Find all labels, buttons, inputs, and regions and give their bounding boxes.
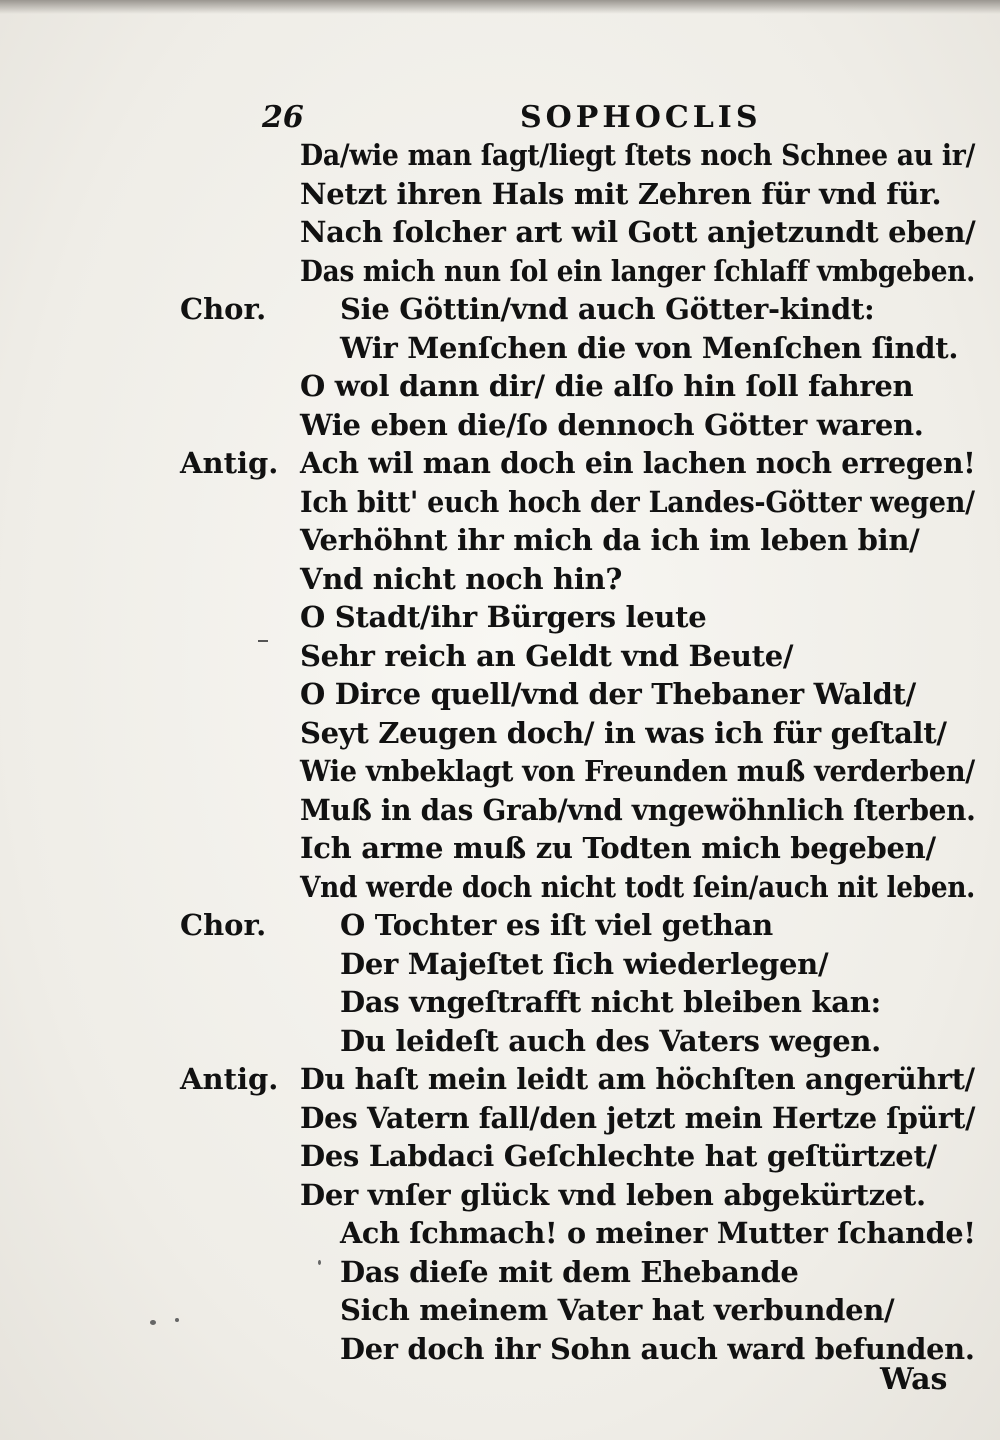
verse-line — [0, 292, 1000, 330]
verse-line — [0, 138, 1000, 176]
verse-line — [0, 793, 1000, 831]
verse-line — [0, 947, 1000, 985]
verse-line-text: Ich arme muß zu Todten mich begeben/ — [300, 831, 936, 865]
verse-line — [0, 1178, 1000, 1216]
catchword: Was — [880, 1362, 948, 1397]
speaker-label: Chor. — [180, 908, 267, 942]
verse-line — [0, 1062, 1000, 1100]
verse-line — [0, 331, 1000, 369]
verse-line-text: Seyt Zeugen doch/ in was ich für geſtalt/ — [300, 715, 947, 750]
verse-line-text: Vnd nicht noch hin? — [300, 561, 623, 596]
verse-line — [0, 600, 1000, 638]
verse-line-text: Das mich nun ſol ein langer ſchlaff vmbgeben. — [300, 253, 976, 288]
margin-dash — [258, 640, 268, 642]
verse-line-text: Der Majeſtet ſich wiederlegen/ — [340, 946, 829, 981]
verse-line-text: Ach wil man doch ein lachen noch erregen! — [300, 446, 976, 480]
verse-line — [0, 908, 1000, 946]
verse-line — [0, 177, 1000, 215]
verse-line — [0, 1024, 1000, 1062]
ink-speck — [175, 1318, 179, 1322]
verse-line — [0, 254, 1000, 292]
speaker-label: Chor. — [180, 292, 267, 326]
verse-line-text: Des Vatern fall/den jetzt mein Hertze ſpürt/ — [300, 1100, 976, 1135]
ink-speck — [318, 1260, 321, 1265]
verse-line-text: Sehr reich an Geldt vnd Beute/ — [300, 638, 794, 673]
verse-line — [0, 523, 1000, 561]
verse-line — [0, 985, 1000, 1023]
verse-line-text: Sie Göttin/vnd auch Götter-kindt: — [340, 292, 875, 326]
verse-line — [0, 870, 1000, 908]
verse-line-text: Wir Menſchen die von Menſchen ſindt. — [340, 330, 959, 365]
verse-line-text: O Dirce quell/vnd der Thebaner Waldt/ — [300, 677, 916, 711]
verse-line — [0, 677, 1000, 715]
verse-line-text: Da/wie man ſagt/liegt ſtets noch Schnee au ir/ — [300, 138, 976, 172]
verse-line-text: Nach ſolcher art wil Gott anjetzundt eben/ — [300, 215, 976, 249]
verse-line-text: Das dieſe mit dem Ehebande — [340, 1254, 799, 1289]
verse-line-text: Ach ſchmach! o meiner Mutter ſchande! — [340, 1216, 976, 1250]
verse-line — [0, 1255, 1000, 1293]
speaker-label: Antig. — [180, 446, 279, 480]
verse-line — [0, 408, 1000, 446]
verse-line — [0, 562, 1000, 600]
page-number: 26 — [262, 100, 304, 135]
running-title: SOPHOCLIS — [520, 100, 762, 135]
verse-line-text: Netzt ihren Hals mit Zehren für vnd für. — [300, 176, 942, 211]
verse-line-text: Vnd werde doch nicht todt ſein/auch nit leben. — [300, 869, 976, 904]
verse-line-text: O Stadt/ihr Bürgers leute — [300, 600, 707, 634]
verse-line-text: Verhöhnt ihr mich da ich im leben bin/ — [300, 523, 920, 557]
verse-line — [0, 754, 1000, 792]
verse-line-text: Das vngeſtrafft nicht bleiben kan: — [340, 985, 881, 1019]
verse-line — [0, 446, 1000, 484]
verse-line — [0, 831, 1000, 869]
verse-line — [0, 215, 1000, 253]
verse-line-text: Du haſt mein leidt am höchſten angerührt/ — [300, 1062, 975, 1096]
verse-line-text: Wie vnbeklagt von Freunden muß verderben/ — [300, 754, 975, 788]
verse-line-text: O Tochter es iſt viel gethan — [340, 908, 773, 942]
verse-line — [0, 1139, 1000, 1177]
verse-line-text: Des Labdaci Geſchlechte hat geſtürtzet/ — [300, 1139, 937, 1173]
verse-line — [0, 1332, 1000, 1370]
verse-line — [0, 369, 1000, 407]
verse-line — [0, 1216, 1000, 1254]
verse-line — [0, 1101, 1000, 1139]
verse-line-text: Der vnſer glück vnd leben abgekürtzet. — [300, 1177, 926, 1212]
verse-line-text: Du leideſt auch des Vaters wegen. — [340, 1023, 881, 1058]
verse-line-text: Wie eben die/ſo dennoch Götter waren. — [300, 407, 924, 442]
verse-line-text: Der doch ihr Sohn auch ward befunden. — [340, 1331, 975, 1366]
verse-line — [0, 716, 1000, 754]
ink-speck — [150, 1320, 156, 1325]
verse-line-text: Muß in das Grab/vnd vngewöhnlich ſterben. — [300, 792, 976, 827]
verse-line — [0, 485, 1000, 523]
verse-line-text: Sich meinem Vater hat verbunden/ — [340, 1293, 895, 1327]
verse-line-text: Ich bitt' euch hoch der Landes-Götter wegen/ — [300, 484, 975, 519]
verse-line — [0, 639, 1000, 677]
verse-line — [0, 1293, 1000, 1331]
speaker-label: Antig. — [180, 1062, 279, 1096]
verse-line-text: O wol dann dir/ die alſo hin ſoll fahren — [300, 369, 914, 403]
